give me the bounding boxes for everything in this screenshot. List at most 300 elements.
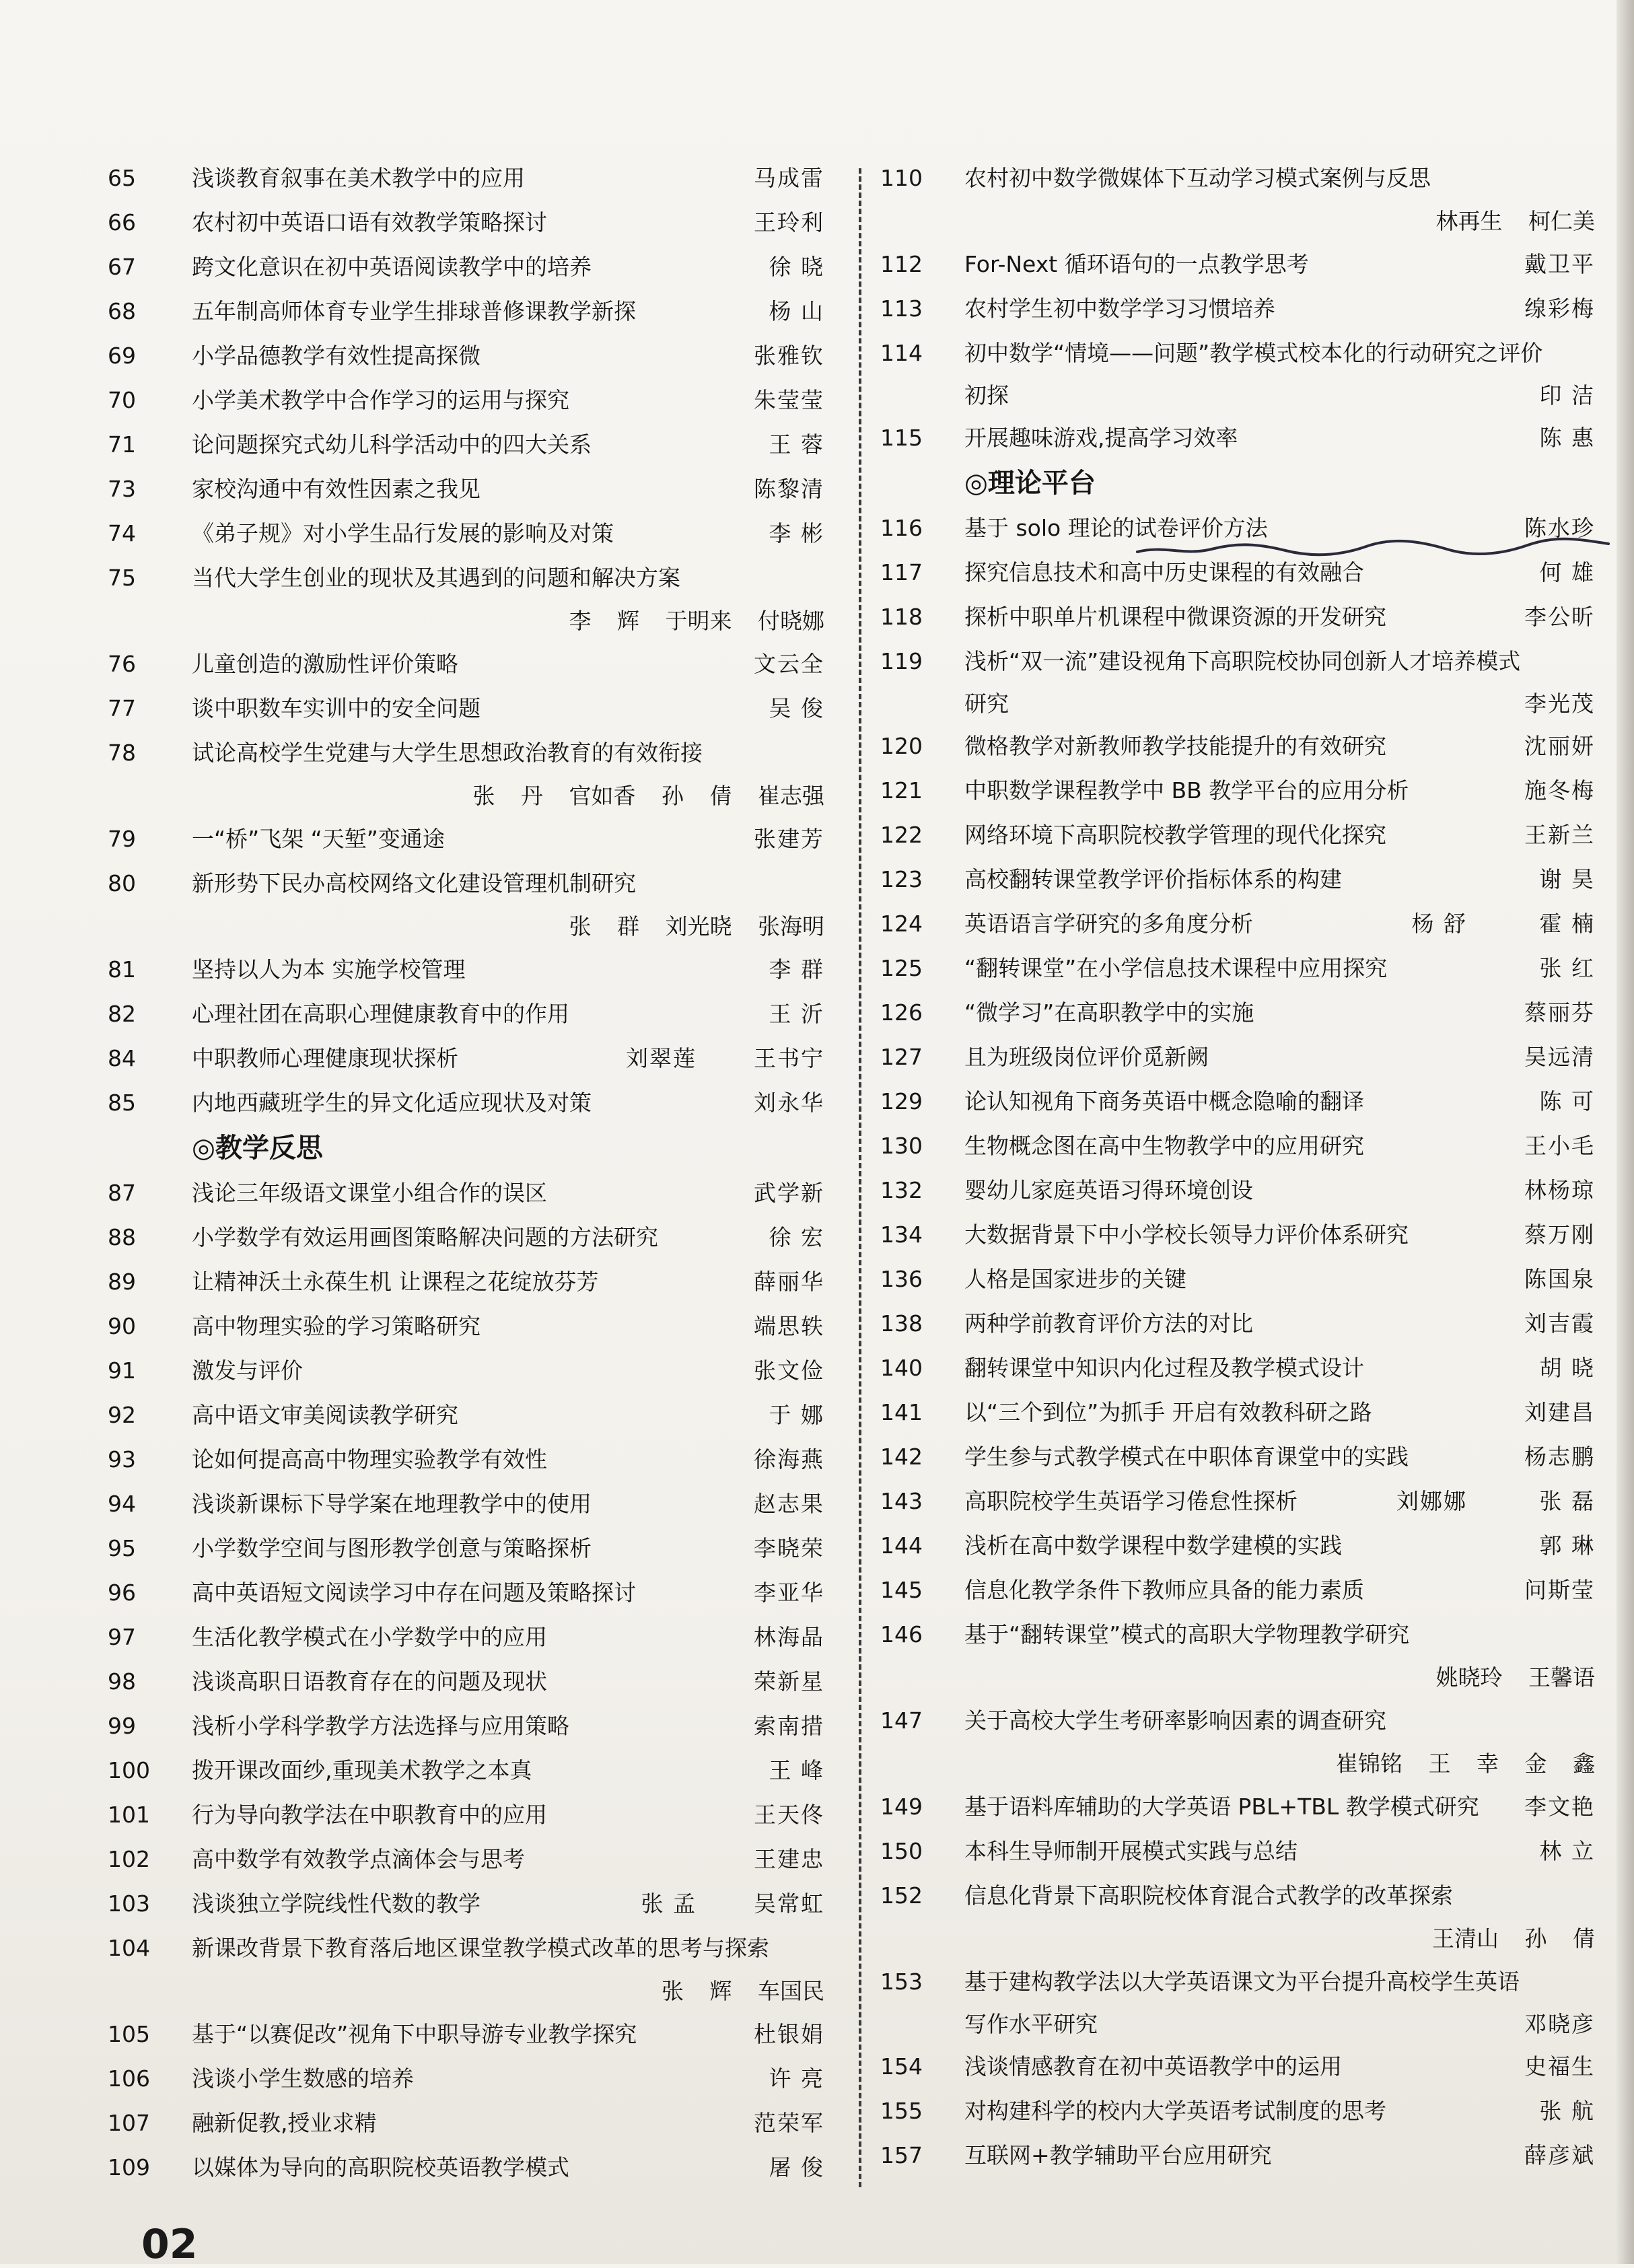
toc-entry <box>108 948 824 992</box>
page-ref-number: 114 <box>880 340 923 366</box>
toc-entry <box>880 2133 1595 2178</box>
toc-line <box>108 1615 824 1660</box>
article-title-continued: 初探 <box>964 382 1009 409</box>
article-title: 新课改背景下教育落后地区课堂教学模式改革的思考与探索 <box>192 1935 769 1961</box>
toc-line <box>880 595 1595 639</box>
article-title: 信息化教学条件下教师应具备的能力素质 <box>964 1577 1364 1603</box>
toc-entry <box>880 1524 1595 1568</box>
page-ref-number: 155 <box>880 2098 923 2124</box>
article-author: 张雅钦 <box>754 343 824 369</box>
article-title: 生物概念图在高中生物教学中的应用研究 <box>964 1133 1364 1159</box>
article-author: 李公昕 <box>1524 604 1595 630</box>
article-title: 高中物理实验的学习策略研究 <box>192 1313 481 1339</box>
page-ref-number: 70 <box>108 387 136 413</box>
article-authors: 崔锦铭 王 幸 金 鑫 <box>1336 1750 1595 1777</box>
toc-line-continued <box>880 376 1595 416</box>
page-ref-number: 78 <box>108 740 136 766</box>
article-author: 王建忠 <box>754 1846 824 1872</box>
toc-entry <box>108 1615 824 1660</box>
toc-entry <box>880 1302 1595 1346</box>
article-author: 吴远清 <box>1524 1044 1595 1070</box>
toc-right-column <box>880 156 1595 2178</box>
article-author: 陈水珍 <box>1524 515 1595 541</box>
article-author: 杨 山 <box>769 298 824 324</box>
toc-line <box>108 2146 824 2190</box>
toc-entry <box>108 1036 824 1081</box>
article-author: 李文艳 <box>1524 1794 1595 1820</box>
page-ref-number: 140 <box>880 1355 923 1381</box>
toc-line <box>880 1213 1595 1257</box>
toc-line <box>108 1837 824 1882</box>
toc-line <box>108 642 824 686</box>
toc-line <box>880 287 1595 331</box>
article-author: 王新兰 <box>1524 822 1595 848</box>
article-title: 探析中职单片机课程中微课资源的开发研究 <box>964 604 1386 630</box>
toc-entry <box>880 813 1595 857</box>
toc-line <box>880 1829 1595 1874</box>
toc-entry <box>108 201 824 245</box>
article-title: 心理社团在高职心理健康教育中的作用 <box>192 1001 569 1027</box>
toc-entry <box>108 1349 824 1393</box>
toc-line <box>880 156 1595 201</box>
page-ref-number: 99 <box>108 1713 136 1739</box>
article-author: 张 磊 <box>1539 1488 1595 1514</box>
toc-entry <box>880 991 1595 1035</box>
article-authors: 王清山 孙 倩 <box>1432 1925 1595 1952</box>
page-ref-number: 82 <box>108 1001 136 1027</box>
page-ref-number: 110 <box>880 165 923 191</box>
page-ref-number: 107 <box>108 2110 150 2136</box>
article-title: 新形势下民办高校网络文化建设管理机制研究 <box>192 870 636 896</box>
page-ref-number: 97 <box>108 1624 136 1650</box>
article-author: 何 雄 <box>1539 559 1595 586</box>
toc-entry <box>880 946 1595 991</box>
toc-line <box>880 1479 1595 1524</box>
co-author: 杨 舒 <box>1411 911 1467 937</box>
article-author: 蔡万刚 <box>1524 1221 1595 1248</box>
article-author: 许 亮 <box>769 2065 824 2092</box>
article-title: 基于建构教学法以大学英语课文为平台提升高校学生英语 <box>964 1969 1520 1995</box>
page-ref-number: 146 <box>880 1621 923 1647</box>
article-title: 论如何提高高中物理实验教学有效性 <box>192 1446 547 1473</box>
article-author: 邓晓彦 <box>1524 2011 1595 2037</box>
toc-line <box>108 1215 824 1260</box>
toc-entry <box>880 1124 1595 1168</box>
toc-entry <box>108 245 824 289</box>
article-title: 基于 solo 理论的试卷评价方法 <box>964 515 1268 541</box>
toc-entry <box>108 1571 824 1615</box>
article-title: “微学习”在高职教学中的实施 <box>964 999 1254 1026</box>
page-ref-number: 90 <box>108 1313 136 1339</box>
toc-line <box>108 1793 824 1837</box>
toc-line <box>880 1168 1595 1213</box>
toc-entry <box>108 1837 824 1882</box>
article-author: 李 群 <box>769 956 824 983</box>
toc-entry <box>108 1882 824 1926</box>
toc-entry <box>880 1829 1595 1874</box>
toc-line <box>108 1704 824 1748</box>
toc-line <box>108 467 824 511</box>
article-author: 张文俭 <box>754 1357 824 1384</box>
article-author: 李晓荣 <box>754 1535 824 1561</box>
page-ref-number: 76 <box>108 651 136 677</box>
article-title: 微格教学对新教师教学技能提升的有效研究 <box>964 733 1386 759</box>
toc-line <box>108 334 824 378</box>
toc-line <box>108 1393 824 1438</box>
article-title: 中职教师心理健康现状探析 <box>192 1045 458 1071</box>
article-title: 浅谈独立学院线性代数的教学 <box>192 1890 481 1917</box>
article-author: 王小毛 <box>1524 1133 1595 1159</box>
section-heading: ◎理论平台 <box>964 468 1096 499</box>
toc-line <box>880 1124 1595 1168</box>
page-ref-number: 92 <box>108 1402 136 1428</box>
page-ref-number: 134 <box>880 1221 923 1248</box>
page-ref-number: 102 <box>108 1846 150 1872</box>
article-title: 高中语文审美阅读教学研究 <box>192 1402 458 1428</box>
article-title: 人格是国家进步的关键 <box>964 1266 1186 1292</box>
article-author: 范荣军 <box>754 2110 824 2136</box>
toc-line <box>108 731 824 775</box>
toc-line <box>880 1785 1595 1829</box>
page-ref-number: 94 <box>108 1491 136 1517</box>
toc-line <box>108 1036 824 1081</box>
article-author: 林海晶 <box>754 1624 824 1650</box>
toc-entry <box>108 1926 824 2012</box>
article-author: 印 洁 <box>1539 382 1595 409</box>
article-author: 刘建昌 <box>1524 1399 1595 1425</box>
toc-line <box>880 724 1595 769</box>
article-author: 沈丽妍 <box>1524 733 1595 759</box>
article-author: 文云全 <box>754 651 824 677</box>
toc-line <box>108 2012 824 2057</box>
page-ref-number: 65 <box>108 165 136 191</box>
toc-entry <box>108 334 824 378</box>
toc-entry <box>880 595 1595 639</box>
article-title: 基于“以赛促改”视角下中职导游专业教学探究 <box>192 2021 637 2047</box>
article-title: 以“三个到位”为抓手 开启有效教科研之路 <box>964 1399 1372 1425</box>
page-ref-number: 103 <box>108 1890 150 1917</box>
toc-line <box>108 1482 824 1526</box>
article-title: 小学数学空间与图形教学创意与策略探析 <box>192 1535 592 1561</box>
page-ref-number: 121 <box>880 777 923 804</box>
toc-entry <box>108 1660 824 1704</box>
toc-line <box>108 1748 824 1793</box>
page-ref-number: 109 <box>108 2154 150 2181</box>
toc-entry <box>880 1613 1595 1699</box>
page-ref-number: 105 <box>108 2021 150 2047</box>
toc-line <box>880 1874 1595 1918</box>
toc-line <box>108 1304 824 1349</box>
page-ref-number: 85 <box>108 1090 136 1116</box>
article-author: 王书宁 <box>754 1045 824 1071</box>
article-authors: 张 群 刘光晓 张海明 <box>569 913 824 940</box>
page-ref-number: 150 <box>880 1838 923 1864</box>
article-author: 蔡丽芬 <box>1524 999 1595 1026</box>
toc-line <box>880 2045 1595 2089</box>
article-author: 徐 宏 <box>769 1224 824 1250</box>
article-author: 问斯莹 <box>1524 1577 1595 1603</box>
toc-line <box>108 511 824 556</box>
article-title-continued: 研究 <box>964 690 1009 717</box>
toc-entry <box>108 731 824 817</box>
toc-entry <box>108 467 824 511</box>
toc-line <box>880 242 1595 287</box>
toc-entry <box>880 2089 1595 2133</box>
toc-entry <box>108 1215 824 1260</box>
article-author: 缐彩梅 <box>1524 295 1595 322</box>
article-title: 农村初中英语口语有效教学策略探讨 <box>192 209 547 236</box>
article-authors: 李 辉 于明来 付晓娜 <box>569 608 824 634</box>
article-title: 以媒体为导向的高职院校英语教学模式 <box>192 2154 569 2181</box>
page-ref-number: 74 <box>108 520 136 546</box>
toc-entry <box>880 1699 1595 1785</box>
toc-line <box>880 1960 1595 2004</box>
article-title: 拨开课改面纱,重现美术教学之本真 <box>192 1757 532 1783</box>
toc-line <box>108 1526 824 1571</box>
toc-entry <box>880 1479 1595 1524</box>
toc-line-continued <box>880 684 1595 724</box>
toc-line <box>880 1435 1595 1479</box>
toc-entry <box>108 1482 824 1526</box>
article-title: 一“桥”飞架 “天堑”变通途 <box>192 826 445 852</box>
article-author: 杨志鹏 <box>1524 1444 1595 1470</box>
page-ref-number: 91 <box>108 1357 136 1384</box>
article-title: 开展趣味游戏,提高学习效率 <box>964 425 1238 451</box>
article-author: 屠 俊 <box>769 2154 824 2181</box>
page-ref-number: 153 <box>880 1969 923 1995</box>
page-ref-number: 127 <box>880 1044 923 1070</box>
toc-line <box>880 331 1595 376</box>
article-title: 跨文化意识在初中英语阅读教学中的培养 <box>192 254 592 280</box>
toc-entry <box>880 857 1595 902</box>
article-author: 荣新星 <box>754 1668 824 1695</box>
article-title: 婴幼儿家庭英语习得环境创设 <box>964 1177 1253 1203</box>
page-ref-number: 98 <box>108 1668 136 1695</box>
toc-entry <box>880 156 1595 242</box>
article-title: 五年制高师体育专业学生排球普修课教学新探 <box>192 298 636 324</box>
toc-entry <box>108 423 824 467</box>
article-title: 互联网+教学辅助平台应用研究 <box>964 2142 1272 2168</box>
page-ref-number: 96 <box>108 1580 136 1606</box>
article-author: 陈 惠 <box>1539 425 1595 451</box>
page-ref-number: 100 <box>108 1757 150 1783</box>
page-ref-number: 144 <box>880 1532 923 1559</box>
toc-entry <box>880 902 1595 946</box>
toc-line <box>108 1571 824 1615</box>
article-title: 且为班级岗位评价觅新阙 <box>964 1044 1209 1070</box>
toc-entry <box>880 331 1595 416</box>
section-heading: ◎教学反思 <box>192 1133 323 1164</box>
article-title: 融新促教,授业求精 <box>192 2110 377 2136</box>
page-ref-number: 87 <box>108 1180 136 1206</box>
toc-entry <box>880 416 1595 460</box>
co-author: 刘娜娜 <box>1396 1488 1467 1514</box>
toc-entry <box>880 1960 1595 2045</box>
toc-line <box>108 861 824 906</box>
page-ref-number: 116 <box>880 515 923 541</box>
toc-line <box>880 1035 1595 1079</box>
article-author: 于 娜 <box>769 1402 824 1428</box>
article-author: 戴卫平 <box>1524 251 1595 277</box>
article-author: 陈 可 <box>1539 1088 1595 1114</box>
toc-entry <box>880 1257 1595 1302</box>
article-title: 中职数学课程教学中 BB 教学平台的应用分析 <box>964 777 1409 804</box>
article-title: 小学数学有效运用画图策略解决问题的方法研究 <box>192 1224 658 1250</box>
article-title: 两种学前教育评价方法的对比 <box>964 1310 1253 1337</box>
toc-entry <box>108 1704 824 1748</box>
article-title: 儿童创造的激励性评价策略 <box>192 651 458 677</box>
article-title: 谈中职数车实训中的安全问题 <box>192 695 481 721</box>
article-author: 赵志果 <box>754 1491 824 1517</box>
toc-entry <box>108 642 824 686</box>
page-ref-number: 154 <box>880 2053 923 2080</box>
toc-line <box>880 1302 1595 1346</box>
article-title: 初中数学“情境——问题”教学模式校本化的行动研究之评价 <box>964 340 1543 366</box>
article-author: 张 航 <box>1539 2098 1595 2124</box>
page-ref-number: 152 <box>880 1882 923 1909</box>
toc-entry <box>108 1793 824 1837</box>
article-authors: 姚晓玲 王馨语 <box>1435 1664 1595 1691</box>
article-author: 薛彦斌 <box>1524 2142 1595 2168</box>
toc-entry <box>108 992 824 1036</box>
page-ref-number: 67 <box>108 254 136 280</box>
article-author: 刘永华 <box>754 1090 824 1116</box>
article-author: 王天佟 <box>754 1802 824 1828</box>
page-ref-number: 149 <box>880 1794 923 1820</box>
toc-line <box>108 1260 824 1304</box>
toc-entry <box>108 2101 824 2146</box>
article-title: 农村初中数学微媒体下互动学习模式案例与反思 <box>964 165 1431 191</box>
article-author: 张 红 <box>1539 955 1595 981</box>
article-author: 朱莹莹 <box>754 387 824 413</box>
page-ref-number: 147 <box>880 1707 923 1734</box>
article-title: 浅析小学科学教学方法选择与应用策略 <box>192 1713 569 1739</box>
article-author: 徐海燕 <box>754 1446 824 1473</box>
page-ref-number: 113 <box>880 295 923 322</box>
article-title: 浅析在高中数学课程中数学建模的实践 <box>964 1532 1342 1559</box>
page-ref-number: 101 <box>108 1802 150 1828</box>
page-ref-number: 81 <box>108 956 136 983</box>
toc-entry <box>108 289 824 334</box>
article-author: 胡 晓 <box>1539 1355 1595 1381</box>
page-edge-shadow <box>1617 0 1634 2264</box>
page-ref-number: 142 <box>880 1444 923 1470</box>
article-title: 探究信息技术和高中历史课程的有效融合 <box>964 559 1364 586</box>
article-title: 行为导向教学法在中职教育中的应用 <box>192 1802 547 1828</box>
toc-line <box>108 423 824 467</box>
article-author: 王 沂 <box>769 1001 824 1027</box>
column-divider <box>859 168 861 2187</box>
toc-entry <box>108 1438 824 1482</box>
page-ref-number: 73 <box>108 476 136 502</box>
toc-line <box>880 639 1595 684</box>
article-title: 浅论三年级语文课堂小组合作的误区 <box>192 1180 547 1206</box>
page-ref-number: 122 <box>880 822 923 848</box>
page-ref-number: 84 <box>108 1045 136 1071</box>
article-title: 坚持以人为本 实施学校管理 <box>192 956 466 983</box>
page-ref-number: 89 <box>108 1269 136 1295</box>
toc-line <box>108 992 824 1036</box>
article-title: 当代大学生创业的现状及其遇到的问题和解决方案 <box>192 565 680 591</box>
toc-line <box>880 1079 1595 1124</box>
article-author: 杜银娟 <box>754 2021 824 2047</box>
page-ref-number: 141 <box>880 1399 923 1425</box>
article-author: 陈国泉 <box>1524 1266 1595 1292</box>
toc-entry <box>108 556 824 642</box>
toc-line <box>108 1438 824 1482</box>
toc-line <box>108 378 824 423</box>
page-ref-number: 68 <box>108 298 136 324</box>
toc-entry <box>108 861 824 948</box>
toc-line <box>108 245 824 289</box>
page-ref-number: 104 <box>108 1935 150 1961</box>
toc-line <box>108 1349 824 1393</box>
article-title: 关于高校大学生考研率影响因素的调查研究 <box>964 1707 1386 1734</box>
toc-entry <box>880 724 1595 769</box>
article-author: 吴 俊 <box>769 695 824 721</box>
article-title: 试论高校学生党建与大学生思想政治教育的有效衔接 <box>192 740 703 766</box>
toc-entry <box>880 1390 1595 1435</box>
toc-line <box>880 1390 1595 1435</box>
toc-line <box>108 817 824 861</box>
article-author: 李光茂 <box>1524 690 1595 717</box>
toc-entry <box>108 1171 824 1215</box>
toc-line-continued <box>880 2004 1595 2045</box>
article-title: 农村学生初中数学学习习惯培养 <box>964 295 1275 322</box>
toc-line <box>880 857 1595 902</box>
article-title: 浅谈教育叙事在美术教学中的应用 <box>192 165 525 191</box>
article-title: 翻转课堂中知识内化过程及教学模式设计 <box>964 1355 1364 1381</box>
toc-line <box>880 1613 1595 1657</box>
article-author: 林杨琼 <box>1524 1177 1595 1203</box>
article-title: 浅谈新课标下导学案在地理教学中的使用 <box>192 1491 592 1517</box>
toc-entry <box>108 2146 824 2190</box>
article-authors: 张 辉 车国民 <box>662 1978 824 2004</box>
toc-entry <box>108 2057 824 2101</box>
toc-line <box>880 769 1595 813</box>
toc-entry <box>108 511 824 556</box>
article-title: 大数据背景下中小学校长领导力评价体系研究 <box>964 1221 1409 1248</box>
page-ref-number: 71 <box>108 431 136 458</box>
article-title: 浅谈情感教育在初中英语教学中的运用 <box>964 2053 1342 2080</box>
article-title: 让精神沃土永葆生机 让课程之花绽放芬芳 <box>192 1269 599 1295</box>
page-ref-number: 77 <box>108 695 136 721</box>
article-title: 对构建科学的校内大学英语考试制度的思考 <box>964 2098 1386 2124</box>
article-title: 家校沟通中有效性因素之我见 <box>192 476 481 502</box>
page-ref-number: 138 <box>880 1310 923 1337</box>
toc-entry <box>880 639 1595 724</box>
toc-line <box>880 946 1595 991</box>
article-title: For-Next 循环语句的一点教学思考 <box>964 251 1309 277</box>
article-title: 英语语言学研究的多角度分析 <box>964 911 1253 937</box>
article-author: 王玲利 <box>754 209 824 236</box>
toc-entry <box>108 1304 824 1349</box>
article-title: 学生参与式教学模式在中职体育课堂中的实践 <box>964 1444 1409 1470</box>
toc-line <box>108 2101 824 2146</box>
page-ref-number: 117 <box>880 559 923 586</box>
page-ref-number: 157 <box>880 2142 923 2168</box>
article-author: 马成雷 <box>754 165 824 191</box>
toc-entry <box>880 242 1595 287</box>
article-author: 王 蓉 <box>769 431 824 458</box>
page-ref-number: 112 <box>880 251 923 277</box>
page-ref-number: 130 <box>880 1133 923 1159</box>
page-ref-number: 118 <box>880 604 923 630</box>
toc-entry <box>880 1568 1595 1613</box>
page-ref-number: 120 <box>880 733 923 759</box>
article-title: 浅谈小学生数感的培养 <box>192 2065 414 2092</box>
article-author: 薛丽华 <box>754 1269 824 1295</box>
